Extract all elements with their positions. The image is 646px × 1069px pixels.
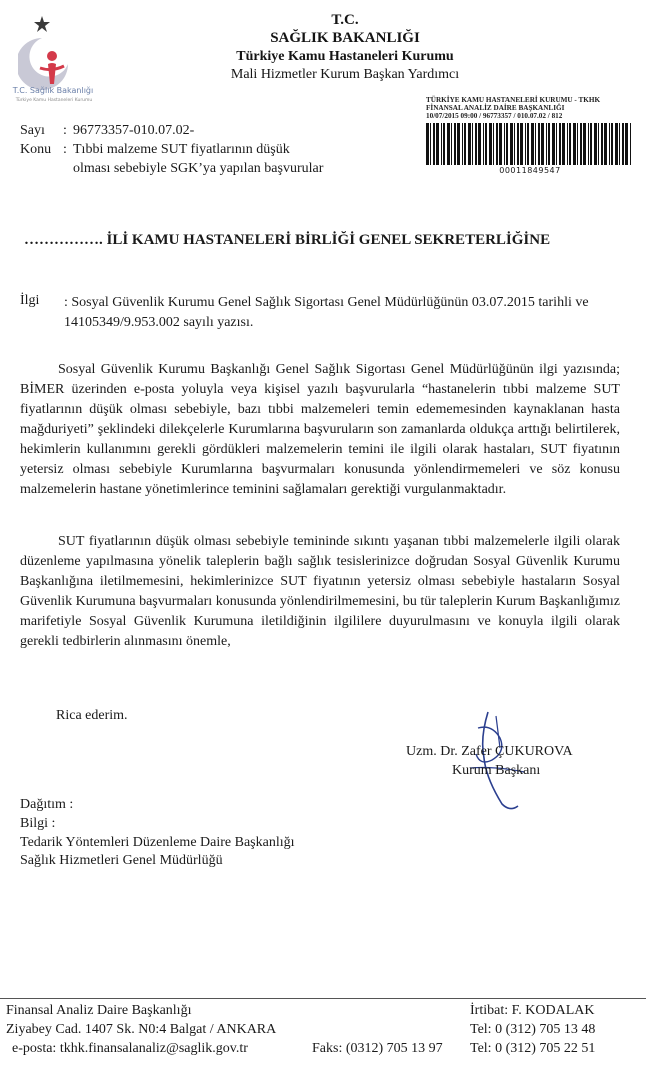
konu-label: Konu xyxy=(20,142,52,157)
footer-divider xyxy=(0,998,646,999)
stamp-line3: 10/07/2015 09:00 / 96773357 / 010.07.02 / 812 xyxy=(426,112,563,120)
closing: Rica ederim. xyxy=(56,708,128,723)
paragraph-1-text: Sosyal Güvenlik Kurumu Başkanlığı Genel Sağlık Sigortası Genel Müdürlüğünün ilgi yazısında; BİMER üzerinden e-posta yoluyla veya kişisel yazılı başvurularla “hastanelerin tıbbi malzeme SUT fiyatlarının düşük olması sebebiyle, bazı tıbbi malzemeleri temin edememesinden kaynaklanan hasta mağduriyeti” şeklindeki dilekçelerle Kurumlarına başvuruların son zamanlarda oldukça arttığı belirtilerek, hekimlerin kullanımını gerekli gördükleri malzemelerin temini ile ilgili olarak hastaları, SUT fiyatının yetersiz olması sebebiyle Kurumlarına başvurmaları konusunda yönlendirmemeleri ve söz konusu malzemelerin hastane yönetimlerince teminini sağlamaları gerektiği vurgulanmaktadır. xyxy=(20,362,620,497)
header-institution: Türkiye Kamu Hastaneleri Kurumu xyxy=(236,49,454,64)
footer-tel-2: Tel: 0 (312) 705 22 51 xyxy=(470,1041,596,1056)
header-ministry: SAĞLIK BAKANLIĞI xyxy=(270,30,420,46)
logo-text: T.C. Sağlık Bakanlığı xyxy=(12,86,94,95)
registry-stamp xyxy=(426,96,638,120)
sayi-value: 96773357-010.07.02- xyxy=(73,123,195,138)
logo-subtext: Türkiye Kamu Hastaneleri Kurumu xyxy=(15,98,93,103)
body-paragraph-1 xyxy=(20,360,620,500)
konu-line2: olması sebebiyle SGK’ya yapılan başvurular xyxy=(73,161,324,176)
stamp-line2: FİNANSAL ANALİZ DAİRE BAŞKANLIĞI xyxy=(426,104,565,112)
addressee: ……………. İLİ KAMU HASTANELERİ BİRLİĞİ GENEL SEKRETERLİĞİNE xyxy=(24,232,551,248)
ilgi-text: : Sosyal Güvenlik Kurumu Genel Sağlık Sigortası Genel Müdürlüğünün 03.07.2015 tarihli ve 14105349/9.953.002 sayılı yazısı. xyxy=(64,295,589,330)
stamp-line1: TÜRKİYE KAMU HASTANELERİ KURUMU - TKHK xyxy=(426,96,601,104)
sayi-colon: : xyxy=(63,123,67,138)
barcode xyxy=(426,123,634,165)
footer-contact: İrtibat: F. KODALAK xyxy=(470,1003,595,1018)
signatory-title: Kurum Başkanı xyxy=(452,763,541,778)
konu-colon: : xyxy=(63,142,67,157)
ilgi-label: İlgi xyxy=(20,293,40,308)
signatory-name: Uzm. Dr. Zafer ÇUKUROVA xyxy=(406,744,573,759)
footer-address: Ziyabey Cad. 1407 Sk. N0:4 Balgat / ANKARA xyxy=(6,1022,277,1037)
ilgi-reference: Sosyal Güvenlik Kurumu Genel Sağlık Sigortası Genel Müdürlüğünün 03.07.2015 tarihli ve 14105349/9.953.002 sayılı yazısı. xyxy=(64,295,589,330)
bilgi-label: Bilgi : xyxy=(20,816,56,831)
distribution-item-2: Sağlık Hizmetleri Genel Müdürlüğü xyxy=(20,853,223,868)
header-department: Mali Hizmetler Kurum Başkan Yardımcı xyxy=(230,67,460,82)
konu-line1: Tıbbi malzeme SUT fiyatlarının düşük xyxy=(73,142,290,157)
footer-email: e-posta: tkhk.finansalanaliz@saglik.gov.tr xyxy=(12,1041,248,1056)
paragraph-2-text: SUT fiyatlarının düşük olması sebebiyle temininde sıkıntı yaşanan tıbbi malzemelerle ilgili olarak düzenleme yapılmasına yönelik taleplerin bağlı sağlık tesislerinizce doğrudan Sosyal Güvenlik Kurumu Başkanlığına iletilmemesini, hekimlerinizce SUT fiyatının yetersiz olması sebebiyle hastaların Sosyal Güvenlik Kurumuna başvurmaları konusunda yönlendirilmemesini, bu tür taleplerin Kurum Başkanlığımız marifetiyle Sosyal Güvenlik Kurumuna iletildiğinin ilgililere duyurulmasını ve konuyla ilgili olarak gerekli tedbirlerin alınmasını önemle, xyxy=(20,534,620,649)
footer-department: Finansal Analiz Daire Başkanlığı xyxy=(6,1003,192,1018)
sayi-label: Sayı xyxy=(20,123,45,138)
body-paragraph-2 xyxy=(20,532,620,652)
barcode-number: 00011849547 xyxy=(499,166,561,175)
distribution-item-1: Tedarik Yöntemleri Düzenleme Daire Başkanlığı xyxy=(20,835,295,850)
distribution-label: Dağıtım : xyxy=(20,797,74,812)
footer-fax: Faks: (0312) 705 13 97 xyxy=(312,1041,443,1056)
footer-tel-1: Tel: 0 (312) 705 13 48 xyxy=(470,1022,596,1037)
header-tc: T.C. xyxy=(331,12,359,28)
